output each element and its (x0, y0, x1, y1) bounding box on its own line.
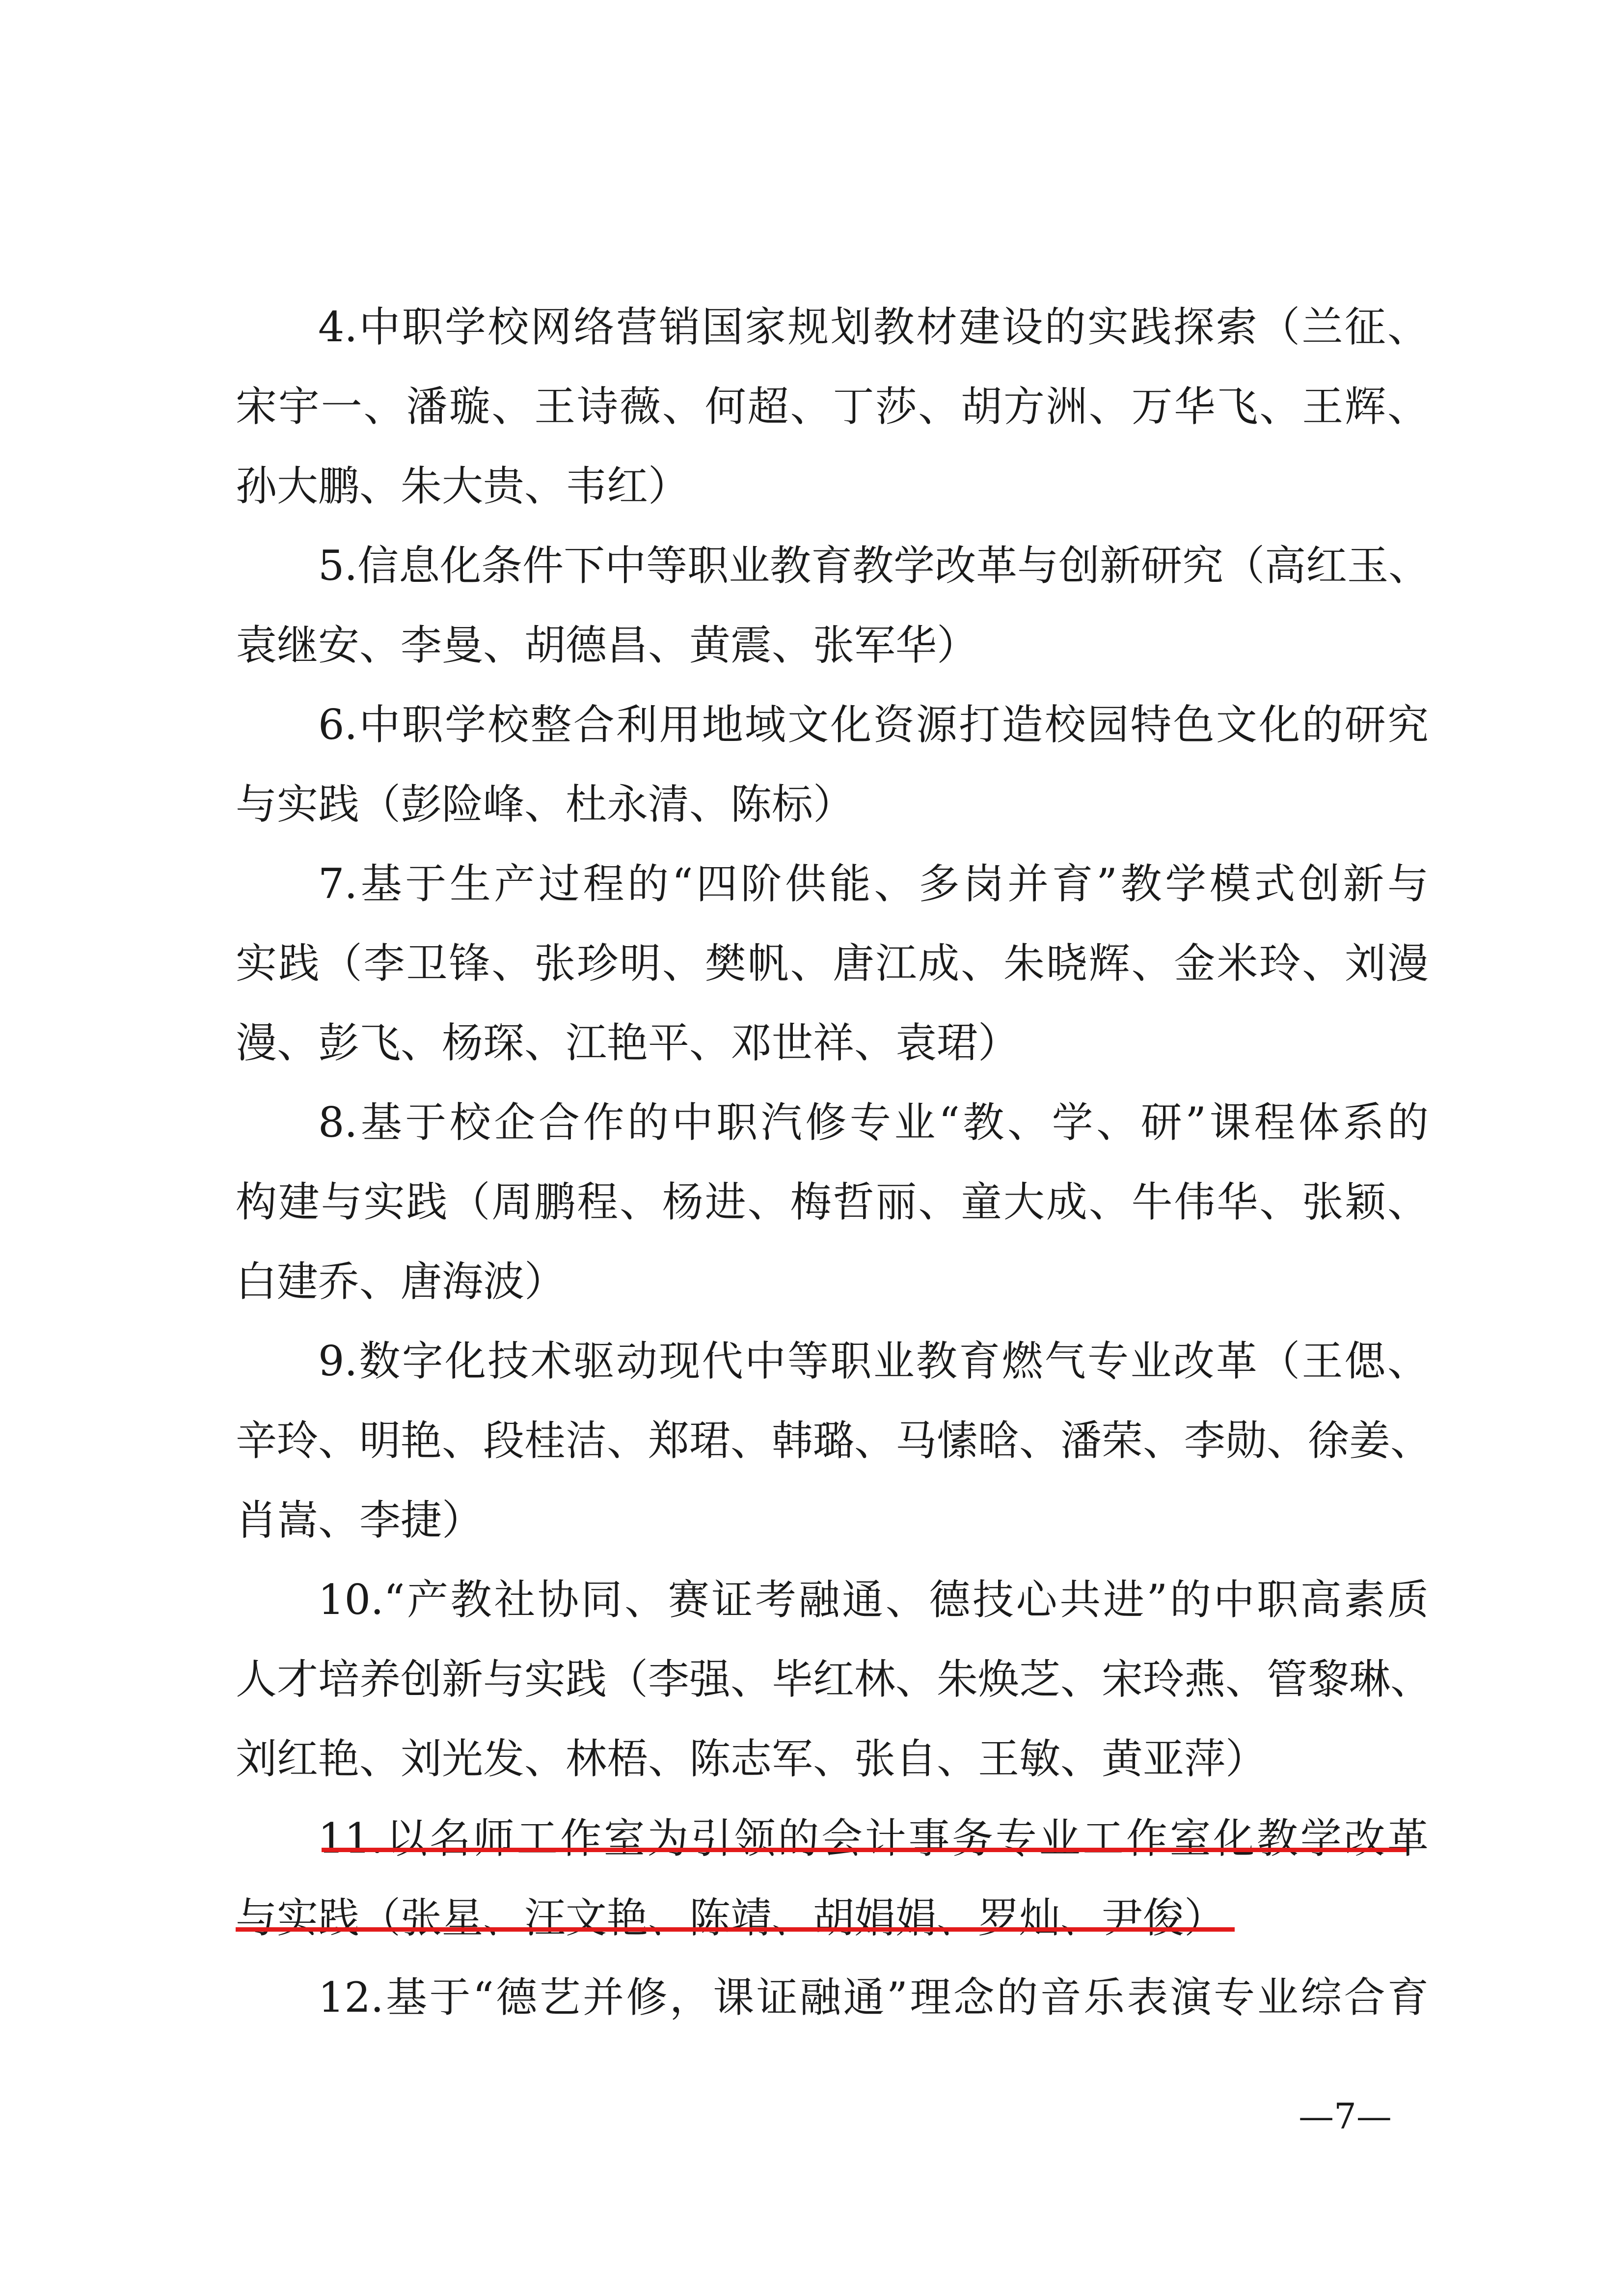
list-item-12 (236, 1958, 1429, 2037)
list-item-9 (236, 1321, 1432, 1560)
text-line: 构建与实践（周鹏程、杨进、梅哲丽、童大成、牛伟华、张颖、 (236, 1178, 1429, 1226)
text-line: 4.中职学校网络营销国家规划教材建设的实践探索（兰征、 (318, 303, 1429, 351)
list-item-7 (236, 844, 1429, 1083)
text-line: 与实践（张星、汪文艳、陈靖、胡娟娟、罗灿、尹俊） (236, 1894, 1226, 1942)
list-item-6 (236, 685, 1429, 844)
red-underline-mark (236, 1927, 1235, 1932)
text-line: 10.“产教社协同、赛证考融通、德技心共进”的中职高素质 (318, 1576, 1429, 1624)
text-line: 与实践（彭险峰、杜永清、陈标） (236, 780, 855, 828)
text-line: 辛玲、明艳、段桂洁、郑珺、韩璐、马愫晗、潘荣、李勋、徐姜、 (236, 1417, 1432, 1465)
text-line: 实践（李卫锋、张珍明、樊帆、唐江成、朱晓辉、金米玲、刘漫 (236, 939, 1429, 987)
text-line: 11.以名师工作室为引领的会计事务专业工作室化教学改革 (318, 1814, 1429, 1862)
red-underline-mark (322, 1848, 1407, 1852)
text-line: 5.信息化条件下中等职业教育教学改革与创新研究（高红玉、 (318, 542, 1430, 590)
text-line: 漫、彭飞、杨琛、江艳平、邓世祥、袁珺） (236, 1019, 1020, 1067)
text-line: 刘红艳、刘光发、林梧、陈志军、张自、王敏、黄亚萍） (236, 1735, 1267, 1783)
page-number: —7— (1298, 2096, 1392, 2137)
list-item-4 (236, 287, 1429, 526)
text-line: 7.基于生产过程的“四阶供能、多岗并育”教学模式创新与 (318, 860, 1429, 908)
text-line: 6.中职学校整合利用地域文化资源打造校园特色文化的研究 (318, 701, 1429, 749)
document-body (236, 287, 1432, 2037)
text-line: 9.数字化技术驱动现代中等职业教育燃气专业改革（王偲、 (318, 1337, 1429, 1385)
list-item-10 (236, 1560, 1432, 1799)
list-item-8 (236, 1083, 1429, 1321)
text-line: 肖嵩、李捷） (236, 1496, 484, 1544)
list-item-11-highlighted (236, 1799, 1429, 1958)
text-line: 白建乔、唐海波） (236, 1257, 566, 1306)
text-line: 人才培养创新与实践（李强、毕红林、朱焕芝、宋玲燕、管黎琳、 (236, 1655, 1432, 1703)
text-line: 8.基于校企合作的中职汽修专业“教、学、研”课程体系的 (318, 1098, 1429, 1147)
text-line: 袁继安、李曼、胡德昌、黄震、张军华） (236, 621, 978, 669)
text-line: 12.基于“德艺并修，课证融通”理念的音乐表演专业综合育 (318, 1973, 1429, 2022)
list-item-5 (236, 526, 1429, 685)
text-line: 宋宇一、潘璇、王诗薇、何超、丁莎、胡方洲、万华飞、王辉、 (236, 383, 1429, 431)
text-line: 孙大鹏、朱大贵、韦红） (236, 462, 690, 510)
